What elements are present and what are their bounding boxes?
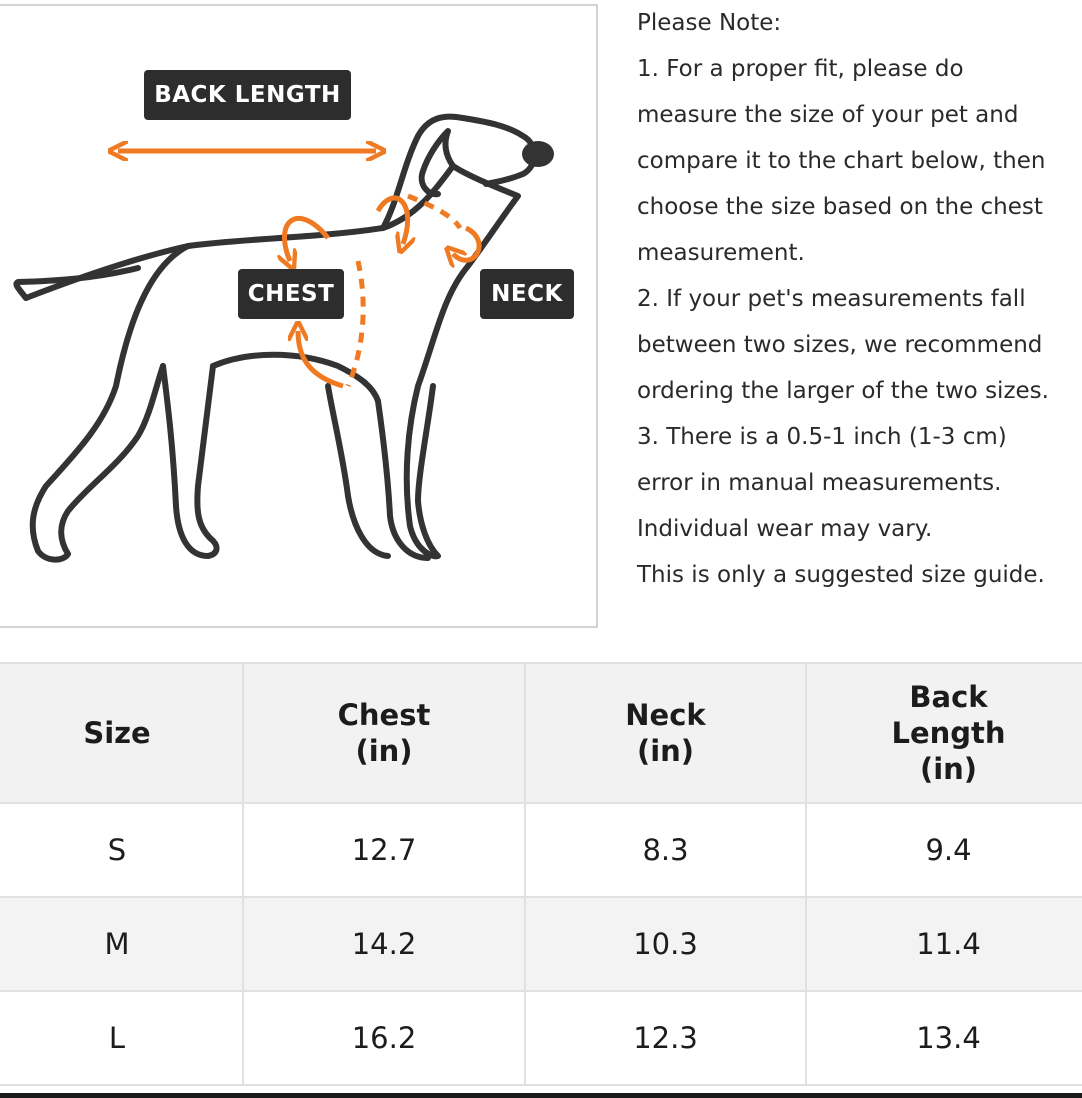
chest-loop-icon xyxy=(348,261,363,386)
size-diagram-panel xyxy=(0,4,598,628)
cell-back-length: 11.4 xyxy=(806,897,1082,991)
note-line: This is only a suggested size guide. xyxy=(637,562,1045,588)
note-line: choose the size based on the chest xyxy=(637,194,1043,220)
note-line: 2. If your pet's measurements fall xyxy=(637,286,1026,312)
neck-arrow-right-icon xyxy=(453,228,479,260)
note-line: measure the size of your pet and xyxy=(637,102,1019,128)
dog-nose-icon xyxy=(522,141,554,167)
cell-back-length: 13.4 xyxy=(806,991,1082,1085)
note-line: compare it to the chart below, then xyxy=(637,148,1046,174)
chest-tag: CHEST xyxy=(238,269,344,319)
note-line: 3. There is a 0.5-1 inch (1-3 cm) xyxy=(637,424,1007,450)
cell-size: S xyxy=(0,803,243,897)
cell-neck: 12.3 xyxy=(525,991,806,1085)
cell-size: M xyxy=(0,897,243,991)
header-back-length: Back Length (in) xyxy=(806,663,1082,803)
cell-chest: 12.7 xyxy=(243,803,525,897)
cell-chest: 16.2 xyxy=(243,991,525,1085)
table-row xyxy=(0,991,1082,1085)
dog-outline-icon xyxy=(16,117,534,560)
note-line: error in manual measurements. xyxy=(637,470,1002,496)
cell-chest: 14.2 xyxy=(243,897,525,991)
note-line: 1. For a proper fit, please do xyxy=(637,56,964,82)
size-chart-table xyxy=(0,662,1082,1086)
table-row xyxy=(0,803,1082,897)
cell-back-length: 9.4 xyxy=(806,803,1082,897)
back-length-tag: BACK LENGTH xyxy=(144,70,351,120)
note-heading: Please Note: xyxy=(637,10,782,36)
header-size: Size xyxy=(0,663,243,803)
note-line: ordering the larger of the two sizes. xyxy=(637,378,1049,404)
size-note xyxy=(637,0,1082,598)
cell-size: L xyxy=(0,991,243,1085)
note-line: between two sizes, we recommend xyxy=(637,332,1043,358)
cell-neck: 8.3 xyxy=(525,803,806,897)
note-line: measurement. xyxy=(637,240,805,266)
cell-neck: 10.3 xyxy=(525,897,806,991)
note-line: Individual wear may vary. xyxy=(637,516,933,542)
header-chest: Chest (in) xyxy=(243,663,525,803)
table-header-row xyxy=(0,663,1082,803)
table-row xyxy=(0,897,1082,991)
neck-tag: NECK xyxy=(480,269,574,319)
bottom-divider xyxy=(0,1093,1082,1098)
header-neck: Neck (in) xyxy=(525,663,806,803)
